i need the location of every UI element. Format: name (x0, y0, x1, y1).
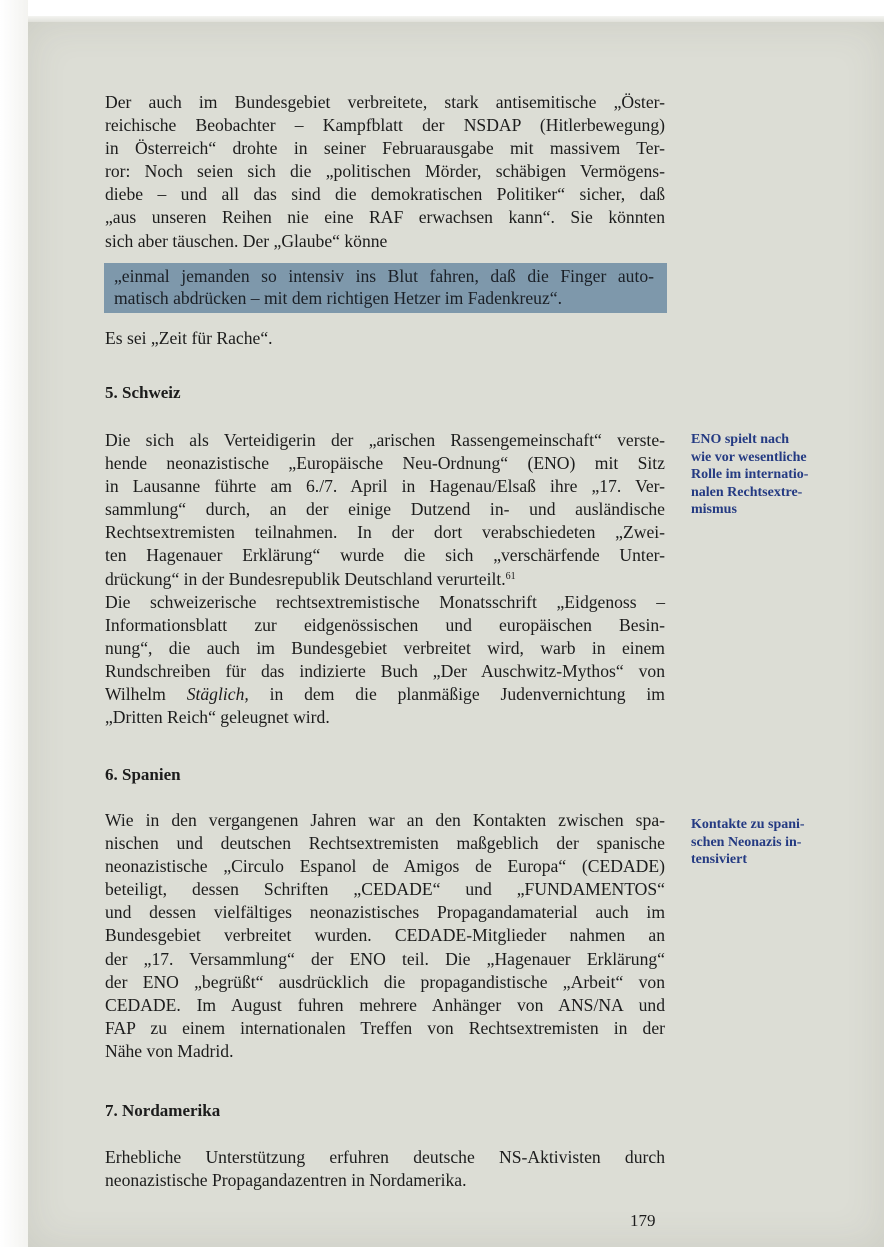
spanien-line: neonazistische „Circulo Espanol de Amigos de Europa“ (CEDADE) (105, 856, 665, 877)
intro-line: Der auch im Bundesgebiet verbreitete, stark antisemitische „Öster- (105, 92, 665, 112)
spanien-paragraph (105, 809, 665, 1063)
nordamerika-paragraph (105, 1146, 665, 1192)
section-heading-spanien: 6. Spanien (105, 765, 181, 784)
page-number: 179 (630, 1211, 656, 1230)
author-name: Stäglich, (186, 684, 249, 705)
spanien-line: FAP zu einem internationalen Treffen von Rechtsextremisten in der (105, 1017, 665, 1038)
quote-line: matisch abdrücken – mit dem richtigen Hetzer im Fadenkreuz“. (114, 288, 562, 308)
spanien-line: CEDADE. Im August fuhren mehrere Anhänger von ANS/NA und (105, 994, 665, 1015)
intro-line: reichische Beobachter – Kampfblatt der NSDAP (Hitlerbewegung) (105, 115, 665, 136)
spanien-line: der „17. Versammlung“ der ENO teil. Die „Hagenauer Erklärung“ (105, 948, 665, 969)
spanien-line: der ENO „begrüßt“ ausdrücklich die propagandistische „Arbeit“ von (105, 971, 665, 992)
schweiz-line: Die sich als Verteidigerin der „arischen Rassengemeinschaft“ verste- (105, 430, 665, 450)
schweiz-line: „Dritten Reich“ geleugnet wird. (105, 707, 330, 728)
intro-line: diebe – und all das sind die demokratischen Politiker“ sicher, daß (105, 184, 665, 205)
schweiz-line: Rundschreiben für das indizierte Buch „Der Auschwitz-Mythos“ von (105, 660, 665, 681)
spanien-line: Nähe von Madrid. (105, 1040, 234, 1061)
intro-paragraph (105, 91, 665, 253)
margin-note-spanien: Kontakte zu spani- schen Neonazis in- tensiviert (691, 817, 805, 867)
nordamerika-line: neonazistische Propagandazentren in Nordamerika. (105, 1170, 467, 1191)
schweiz-line: hende neonazistische „Europäische Neu-Ordnung“ (ENO) mit Sitz (105, 453, 665, 474)
nordamerika-line: Erhebliche Unterstützung erfuhren deutsche NS-Aktivisten durch (105, 1147, 665, 1167)
intro-line: sich aber täuschen. Der „Glaube“ könne (105, 230, 388, 251)
spanien-line: und dessen vielfältiges neonazistisches Propagandamaterial auch im (105, 902, 665, 923)
schweiz-line: Informationsblatt zur eidgenössischen und europäischen Besin- (105, 614, 665, 635)
schweiz-line: Rechtsextremisten teilnahmen. In der dort verabschiedeten „Zwei- (105, 522, 665, 543)
intro-line: ror: Noch seien sich die „politischen Mörder, schäbigen Vermögens- (105, 161, 665, 182)
schweiz-line: Die schweizerische rechtsextremistische Monatsschrift „Eidgenoss – (105, 591, 665, 612)
spanien-line: beteiligt, dessen Schriften „CEDADE“ und „FUNDAMENTOS“ (105, 879, 665, 900)
quote-block (114, 265, 654, 309)
spanien-line: Wie in den vergangenen Jahren war an den Kontakten zwischen spa- (105, 810, 665, 830)
footnote-reference: 61 (505, 570, 516, 582)
schweiz-line: in Lausanne führte am 6./7. April in Hagenau/Elsaß ihre „17. Ver- (105, 476, 665, 497)
scan-margin (0, 0, 28, 1247)
spanien-line: Bundesgebiet verbreitet wurden. CEDADE-Mitglieder nahmen an (105, 925, 665, 946)
schweiz-line: ten Hagenauer Erklärung“ wurde die sich „verschärfende Unter- (105, 545, 665, 566)
schweiz-paragraph (105, 429, 665, 729)
quote-line: „einmal jemanden so intensiv ins Blut fahren, daß die Finger auto- (114, 266, 654, 286)
intro-line: in Österreich“ drohte in seiner Februarausgabe mit massivem Ter- (105, 138, 665, 159)
after-quote-text: Es sei „Zeit für Rache“. (105, 328, 273, 348)
schweiz-line: Wilhelm Stäglich, in dem die planmäßige Judenvernichtung im (105, 684, 665, 705)
margin-note-schweiz: ENO spielt nach wie vor wesentliche Rolle im internatio- nalen Rechtsextre- mismus (691, 432, 809, 517)
section-heading-schweiz: 5. Schweiz (105, 383, 181, 402)
schweiz-line: drückung“ in der Bundesrepublik Deutschland verurteilt.$^{61}$ (105, 568, 516, 589)
intro-line: „aus unseren Reihen nie eine RAF erwachsen kann“. Sie könnten (105, 207, 665, 228)
section-heading-nordamerika: 7. Nordamerika (105, 1101, 221, 1120)
spanien-line: nischen und deutschen Rechtsextremisten maßgeblich der spanische (105, 833, 665, 854)
schweiz-line: nung“, die auch im Bundesgebiet verbreitet wird, warb in einem (105, 637, 665, 658)
schweiz-line: sammlung“ durch, an der einige Dutzend in- und ausländische (105, 499, 665, 520)
